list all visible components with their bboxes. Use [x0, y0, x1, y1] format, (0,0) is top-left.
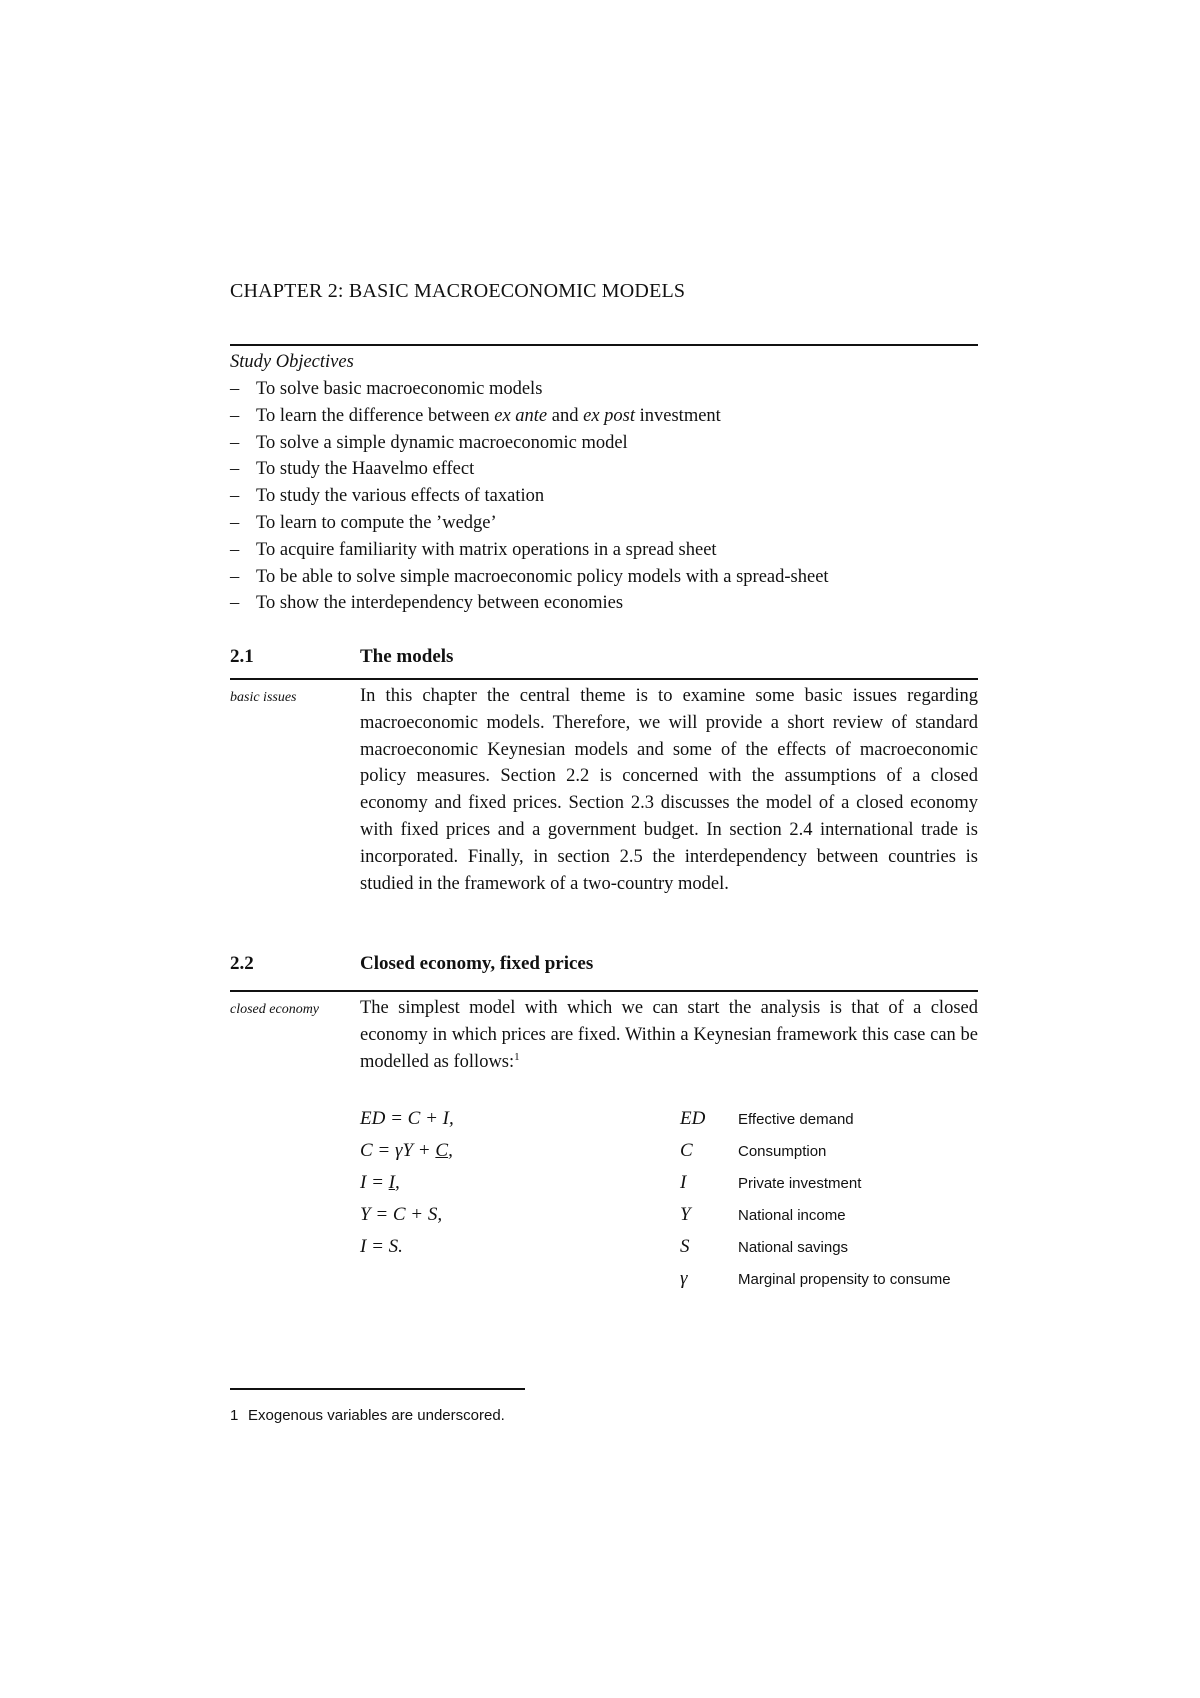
equation-investment: I = I, — [360, 1172, 400, 1193]
margin-note-closed-economy: closed economy — [230, 1002, 320, 1017]
equation-consumption: C = γY + C, — [360, 1140, 453, 1161]
objective-item: – To learn the difference between ex ante and ex post investment — [230, 403, 978, 430]
objectives-rule — [230, 344, 978, 346]
dash-bullet: – — [230, 566, 240, 587]
dash-bullet: – — [230, 459, 240, 480]
dash-bullet: – — [230, 512, 240, 533]
symbol-s: S — [680, 1236, 690, 1257]
objective-item: – To study the Haavelmo effect — [230, 456, 978, 483]
symbol-y: Y — [680, 1204, 691, 1225]
objective-item: – To solve basic macroeconomic models — [230, 376, 978, 403]
footnote-rule — [230, 1388, 525, 1390]
section-2-1-paragraph: In this chapter the central theme is to examine some basic issues regarding macroeconomic models. Therefore, we will provide a short review of standard macroeconomic Keynesian models and some of the effects of macroeconomic policy measures. Section 2.2 is concerned with the assumptions of a closed economy and fixed prices. Section 2.3 discusses the model of a closed economy with fixed prices and a government budget. In section 2.4 international trade is incorporated. Finally, in section 2.5 the interdependency between countries is studied in the framework of a two-country model. — [360, 686, 978, 894]
definition-gamma: Marginal propensity to consume — [738, 1271, 951, 1288]
equation-savings-equality: I = S. — [360, 1236, 403, 1257]
footnote-number: 1 — [230, 1407, 239, 1424]
symbol-c: C — [680, 1140, 693, 1161]
dash-bullet: – — [230, 432, 240, 453]
section-2-1-rule — [230, 678, 978, 680]
dash-bullet: – — [230, 379, 240, 399]
objective-item: – To show the interdependency between economies — [230, 590, 978, 617]
dash-bullet: – — [230, 486, 240, 507]
symbol-ed: ED — [680, 1108, 706, 1129]
margin-note-basic-issues: basic issues — [230, 690, 297, 705]
dash-bullet: – — [230, 405, 240, 426]
study-objectives-list — [230, 376, 978, 617]
equation-national-income: Y = C + S, — [360, 1204, 443, 1225]
chapter-title: CHAPTER 2: BASIC MACROECONOMIC MODELS — [230, 280, 686, 302]
objective-item: – To study the various effects of taxation — [230, 483, 978, 510]
objective-item: – To solve a simple dynamic macroeconomic model — [230, 430, 978, 457]
dash-bullet: – — [230, 593, 240, 614]
section-2-2-title: Closed economy, fixed prices — [360, 953, 594, 974]
study-objectives — [230, 349, 978, 617]
symbol-gamma: γ — [680, 1268, 688, 1289]
definition-s: National savings — [738, 1239, 849, 1256]
footnote: 1 Exogenous variables are underscored. — [230, 1407, 505, 1424]
objective-item: – To learn to compute the ’wedge’ — [230, 510, 978, 537]
section-2-1-title: The models — [360, 646, 454, 667]
section-2-1-number: 2.1 — [230, 646, 254, 667]
dash-bullet: – — [230, 539, 240, 560]
definition-c: Consumption — [738, 1143, 827, 1160]
objective-item: – To be able to solve simple macroeconomic policy models with a spread-sheet — [230, 564, 978, 591]
section-2-2-paragraph: The simplest model with which we can start the analysis is that of a closed economy in which prices are fixed. Within a Keynesian framework this case can be modelled as follows:$^1$ — [360, 998, 978, 1072]
objective-item: – To acquire familiarity with matrix operations in a spread sheet — [230, 537, 978, 564]
section-2-2-number: 2.2 — [230, 953, 254, 974]
definition-i: Private investment — [738, 1175, 862, 1192]
definition-y: National income — [738, 1207, 846, 1224]
symbol-i: I — [680, 1172, 687, 1193]
equation-effective-demand: ED = C + I, — [360, 1108, 454, 1129]
footnote-marker: 1 — [514, 1050, 520, 1063]
section-2-2-rule — [230, 990, 978, 992]
study-objectives-heading: Study Objectives — [230, 352, 354, 372]
definition-ed: Effective demand — [738, 1111, 854, 1128]
